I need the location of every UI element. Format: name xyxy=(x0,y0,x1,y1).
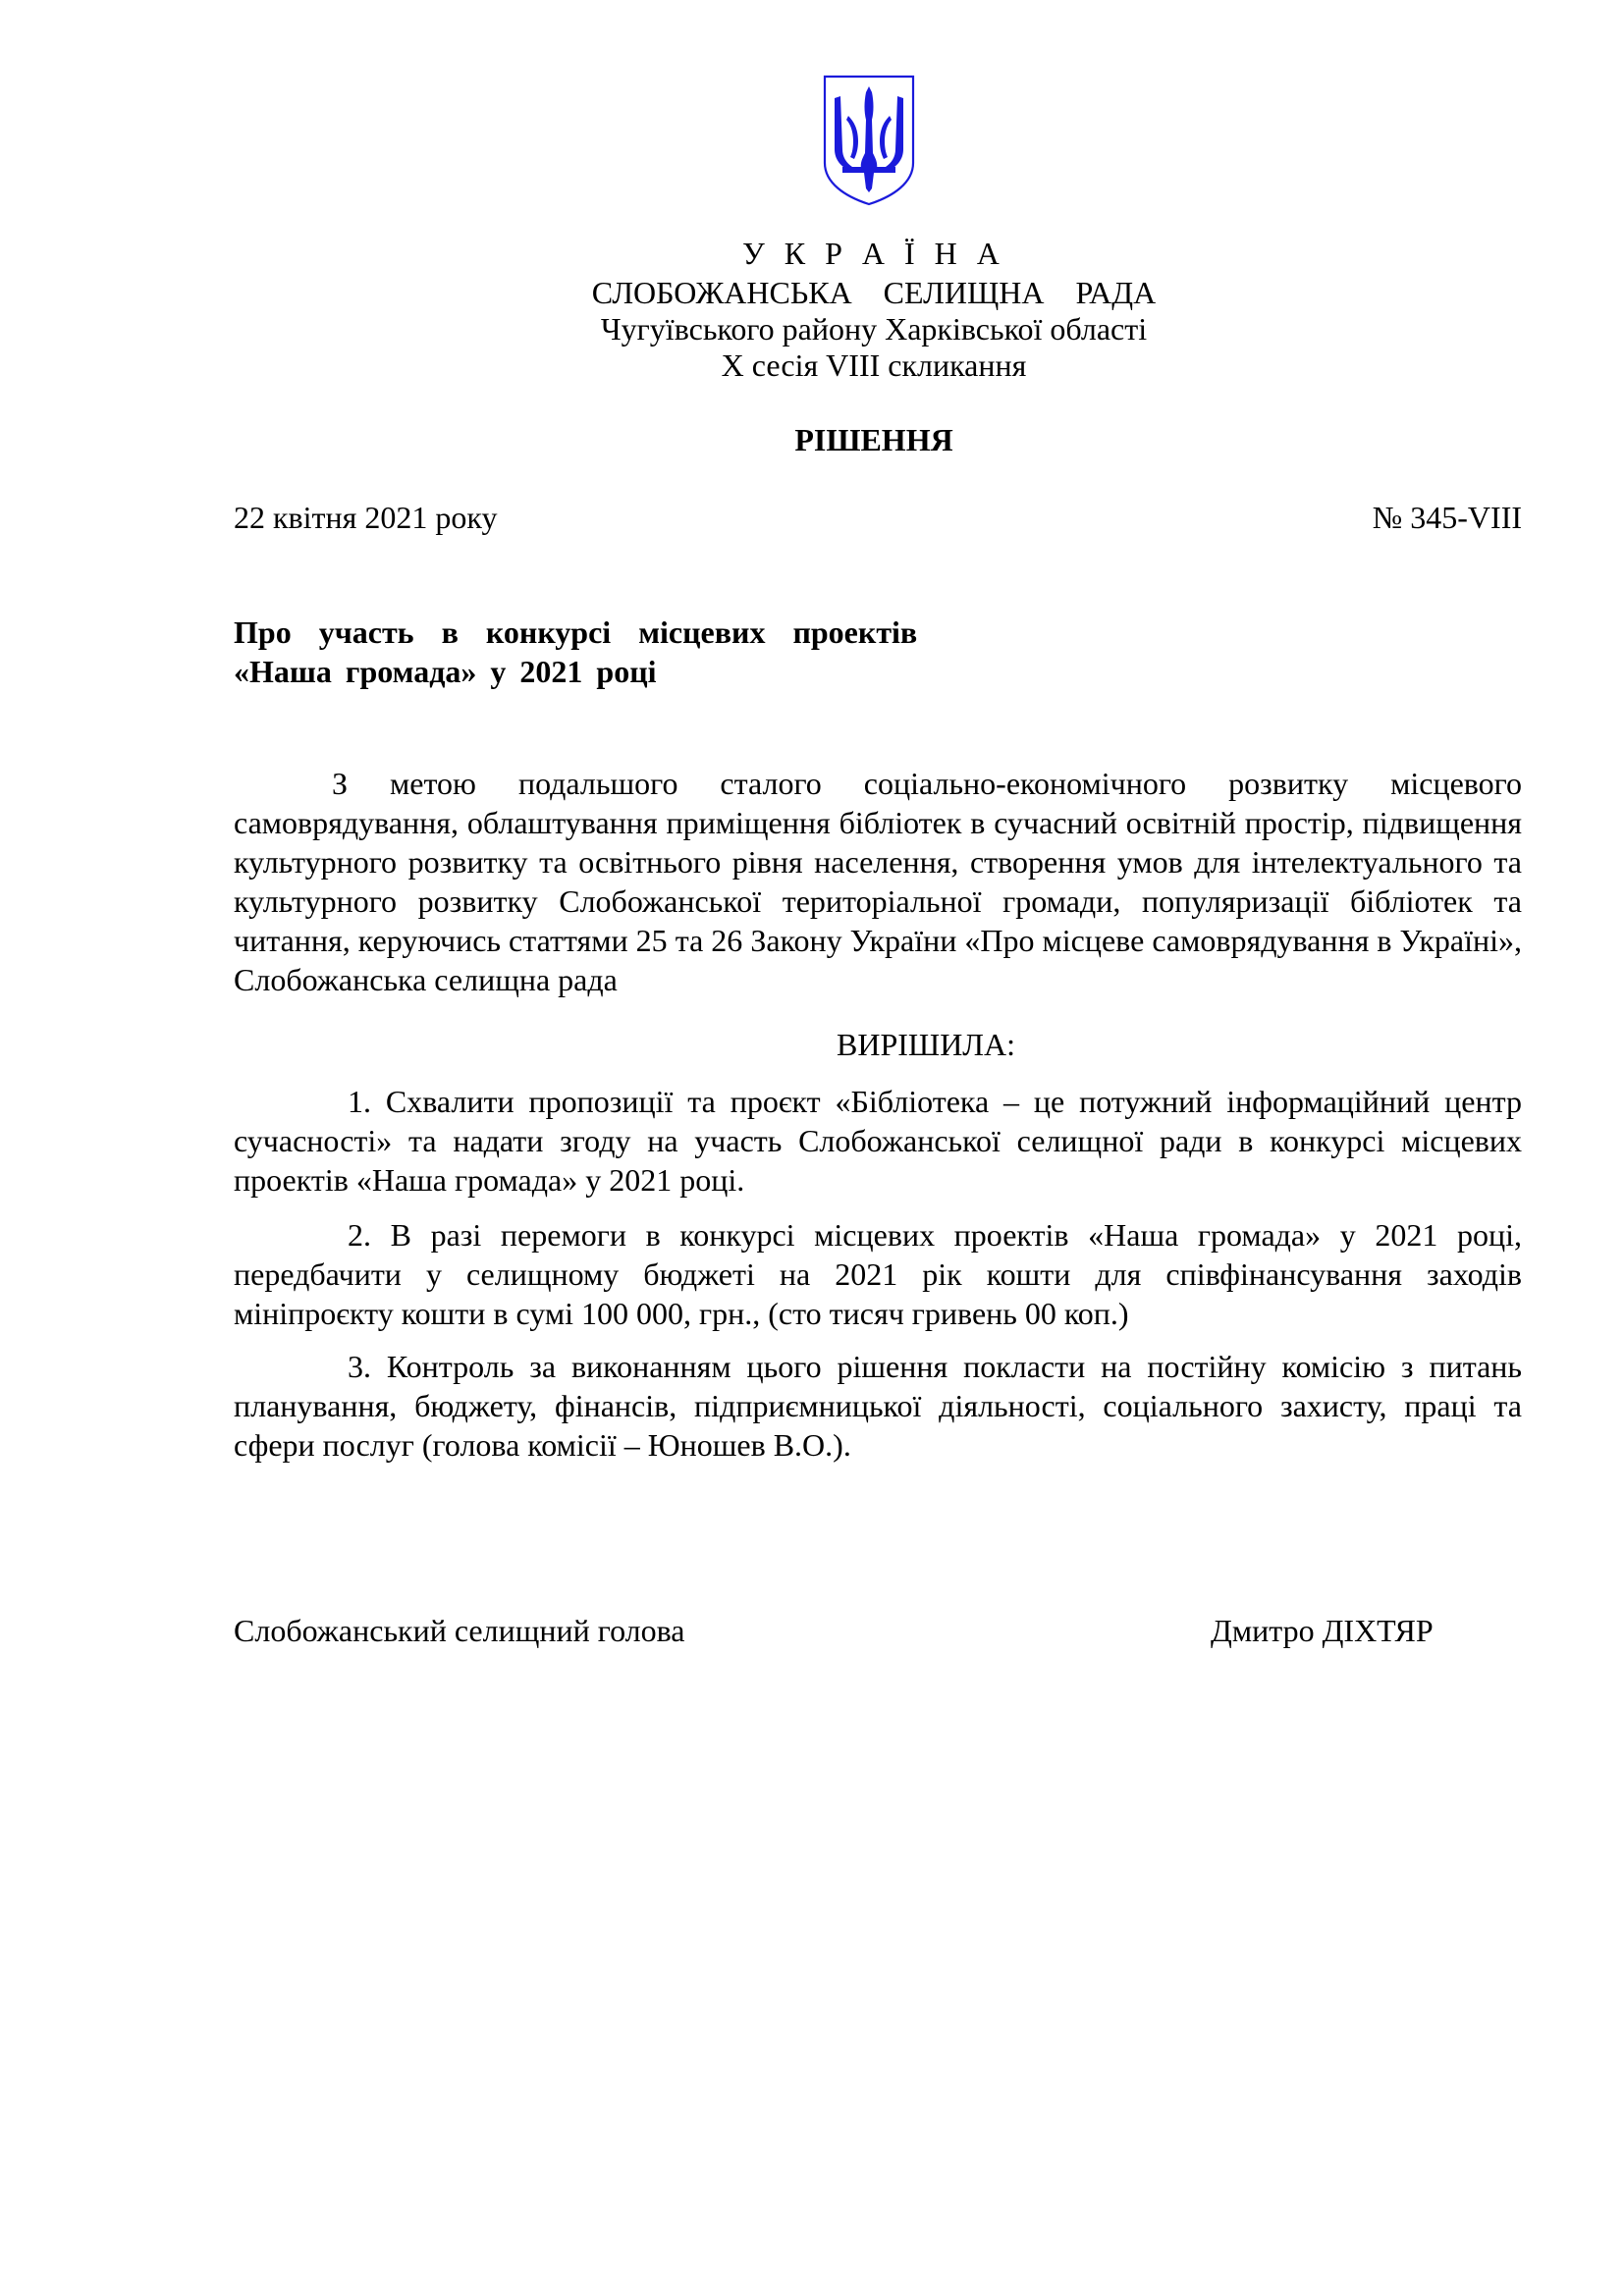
header-country xyxy=(0,234,1624,273)
resolved-label: ВИРІШИЛА: xyxy=(837,1027,1015,1062)
district-name: Чугуївського району Харківської області xyxy=(600,311,1148,347)
document-title: РІШЕННЯ xyxy=(794,422,953,457)
council-name: СЛОБОЖАНСЬКА СЕЛИЩНА РАДА xyxy=(591,275,1157,310)
resolution-item-2: 2. В разі перемоги в конкурсі місцевих проектів «Наша громада» у 2021 році, передбачити у селищному бюджеті на 2021 рік кошти для співфінансування заходів мініпроєкту кошти в сумі 100 000, грн., (сто тисяч гривень 00 коп.) xyxy=(234,1217,1522,1331)
header-session xyxy=(0,346,1624,385)
document-subject xyxy=(234,613,917,691)
ukraine-trident-icon xyxy=(821,73,917,208)
document-date: 22 квітня 2021 року xyxy=(234,500,498,535)
document-number: № 345-VIII xyxy=(1372,500,1522,535)
header-district xyxy=(0,309,1624,348)
country-name: У К Р А Ї Н А xyxy=(742,236,1005,271)
signer-name: Дмитро ДІХТЯР xyxy=(1211,1613,1434,1648)
resolution-item-3: 3. Контроль за виконанням цього рішення покласти на постійну комісію з питань планування, бюджету, фінансів, підприємницької діяльності, соціального захисту, праці та сфери послуг (голова комісії – Юношев В.О.). xyxy=(234,1349,1522,1463)
resolution-item-1: 1. Схвалити пропозиції та проєкт «Бібліотека – це потужний інформаційний центр сучасності» та надати згоду на участь Слобожанської селищної ради в конкурсі місцевих проектів «Наша громада» у 2021 році. xyxy=(234,1084,1522,1198)
subject-line-1: Про участь в конкурсі місцевих проектів xyxy=(234,614,918,650)
subject-line-2: «Наша громада» у 2021 році xyxy=(234,654,657,689)
header-council xyxy=(0,273,1624,312)
signer-title: Слобожанський селищний голова xyxy=(234,1613,685,1648)
preamble-paragraph: З метою подальшого сталого соціально-економічного розвитку місцевого самоврядування, облаштування приміщення бібліотек в сучасний освітній простір, підвищення культурного розвитку та освітнього рівня населення, створення умов для інтелектуального та культурного розвитку Слобожанської територіальної громади, популяризації бібліотек та читання, керуючись статтями 25 та 26 Закону України «Про місцеве самоврядування в Україні», Слобожанська селищна рада xyxy=(234,766,1522,997)
session-name: X сесія VIII скликання xyxy=(721,347,1027,383)
